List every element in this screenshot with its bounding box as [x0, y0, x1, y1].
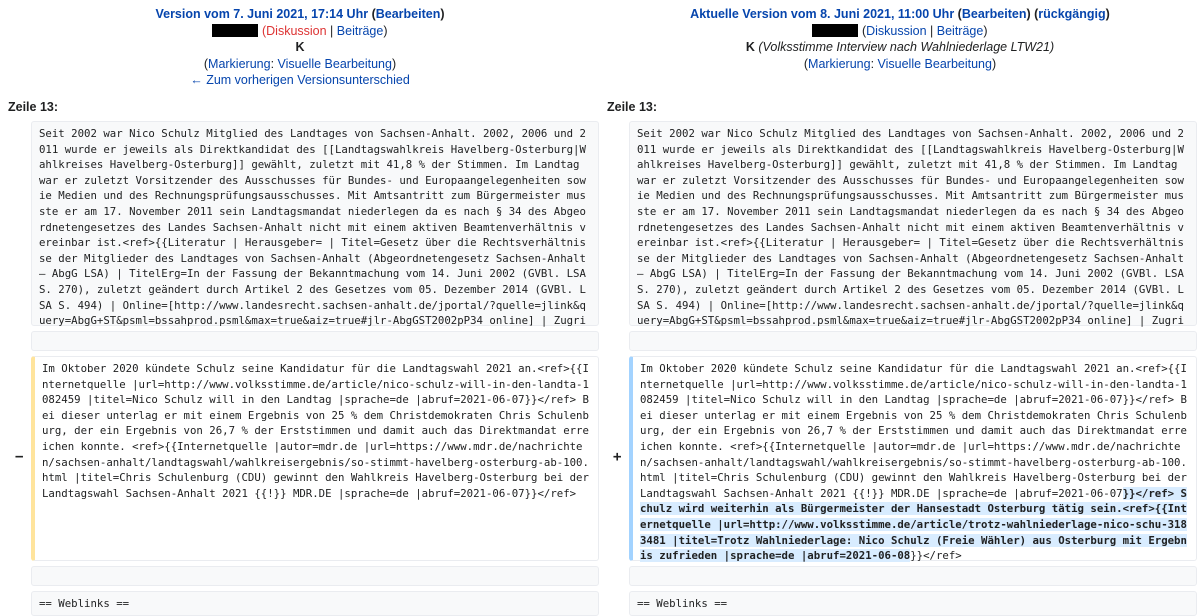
deleted-paragraph	[31, 356, 599, 561]
old-edit-link[interactable]: Bearbeiten	[375, 7, 441, 21]
previous-diff-link[interactable]: ← Zum vorherigen Versionsunterschied	[190, 73, 410, 88]
old-tag-markierung-link[interactable]: Markierung	[208, 56, 271, 71]
old-revision-title-link[interactable]: Version vom 7. Juni 2021, 17:14 Uhr	[155, 7, 369, 21]
old-tag-visual-edit-link[interactable]: Visuelle Bearbeitung	[277, 56, 392, 71]
old-user-talk-link[interactable]: Diskussion	[266, 23, 327, 38]
added-paragraph-base-text: Im Oktober 2020 kündete Schulz seine Kandidatur für die Landtagswahl 2021 an.<ref>{{Internetquelle |url=http://www.volksstimme.de/article/nico-schulz-will-in-den-landta-1082459 |titel=Nico Schulz will in den Landtag |sprache=de |abruf=2021-06-07}}</ref> Bei dieser unterlag er mit einem Ergebnis von 25 % dem Christdemokraten Chris Schulenburg, der ein Ergebnis von 26,7 % der Erststimmen und damit auch das Direktmandat erreichen konnte. <ref>{{Internetquelle |autor=mdr.de |url=https://www.mdr.de/nachrichten/sachsen-anhalt/landtagswahl/wahlkreisergebnis/so-stimmt-havelberg-osterburg-ab-100.html |titel=Chris Schulenburg (CDU) gewinnt den Wahlkreis Havelberg-Osterburg bei der Landtagswahl Sachsen-Anhalt 2021 {{!}} MDR.DE |sprache=de |abruf=2021-06-07	[640, 362, 1194, 500]
added-paragraph-end-text: }}</ref>	[910, 549, 962, 563]
left-weblinks-heading: == Weblinks ==	[31, 591, 599, 616]
added-line-marker: +	[613, 449, 622, 465]
old-user-contribs-link[interactable]: Beiträge	[336, 23, 384, 38]
left-context-paragraph: Seit 2002 war Nico Schulz Mitglied des Landtages von Sachsen-Anhalt. 2002, 2006 und 2011 wurde er jeweils als Direktkandidat des [[Landtagswahlkreis Havelberg-Osterburg|Wahlkreises Havelberg-Osterburg]] gewählt, zuletzt mit 41,8 % der Stimmen. Im Landtag war er zuletzt Vorsitzender des Ausschusses für Bundes- und Europaangelegenheiten sowie Medien und des Rechnungsprüfungsausschusses. Mit Amtsantritt zum Bürgermeister musste er am 17. November 2011 sein Landtagsmandat niederlegen da es nach § 34 des Abgeordnetengesetzes des Landes Sachsen-Anhalt nicht mit einem aktiven Beamtenverhältnis vereinbar ist.<ref>{{Literatur | Herausgeber= | Titel=Gesetz über die Rechtsverhältnisse der Mitglieder des Landtages von Sachsen-Anhalt (Abgeordnetengesetz Sachsen-Anhalt – AbgG LSA) | TitelErg=In der Fassung der Bekanntmachung vom 14. Juni 2002 (GVBl. LSA S. 270), zuletzt geändert durch Artikel 2 des Gesetzes vom 05. Dezember 2014 (GVBl. LSA S. 494) | Online=[http://www.landesrecht.sachsen-anhalt.de/jportal/?quelle=jlink&query=AbgG+ST&psml=bssahprod.psml&max=true&aiz=true#jlr-AbgGST2002pP34 online] | Zugri	[31, 121, 599, 326]
new-tag-markierung-link[interactable]: Markierung	[808, 56, 871, 71]
redacted-username	[212, 24, 258, 37]
deleted-line-marker: −	[15, 449, 24, 465]
inserted-text-highlight: }}</ref> Schulz wird weiterhin als Bürgermeister der Hansestadt Osterburg tätig sein.<ref>{{Internetquelle |url=http://www.volksstimme.de/article/trotz-wahlniederlage-nico-schu-3183481 |titel=Trotz Wahlniederlage: Nico Schulz (Freie Wähler) aus Osterburg mit Ergebnis zufrieden |sprache=de |abruf=2021-06-08	[640, 486, 1187, 563]
new-revision-title-link[interactable]: Aktuelle Version vom 8. Juni 2021, 11:00 Uhr	[690, 7, 955, 21]
right-context-paragraph: Seit 2002 war Nico Schulz Mitglied des Landtages von Sachsen-Anhalt. 2002, 2006 und 2011 wurde er jeweils als Direktkandidat des [[Landtagswahlkreis Havelberg-Osterburg|Wahlkreises Havelberg-Osterburg]] gewählt, zuletzt mit 41,8 % der Stimmen. Im Landtag war er zuletzt Vorsitzender des Ausschusses für Bundes- und Europaangelegenheiten sowie Medien und des Rechnungsprüfungsausschusses. Mit Amtsantritt zum Bürgermeister musste er am 17. November 2011 sein Landtagsmandat niederlegen da es nach § 34 des Abgeordnetengesetzes des Landes Sachsen-Anhalt nicht mit einem aktiven Beamtenverhältnis vereinbar ist.<ref>{{Literatur | Herausgeber= | Titel=Gesetz über die Rechtsverhältnisse der Mitglieder des Landtages von Sachsen-Anhalt (Abgeordnetengesetz Sachsen-Anhalt – AbgG LSA) | TitelErg=In der Fassung der Bekanntmachung vom 14. Juni 2002 (GVBl. LSA S. 270), zuletzt geändert durch Artikel 2 des Gesetzes vom 05. Dezember 2014 (GVBl. LSA S. 494) | Online=[http://www.landesrecht.sachsen-anhalt.de/jportal/?quelle=jlink&query=AbgG+ST&psml=bssahprod.psml&max=true&aiz=true#jlr-AbgGST2002pP34 online] | Zugri	[629, 121, 1197, 326]
new-tag-visual-edit-link[interactable]: Visuelle Bearbeitung	[877, 56, 992, 71]
new-edit-summary-comment: (Volksstimme Interview nach Wahlniederlage LTW21)	[758, 40, 1055, 55]
right-empty-context-line	[629, 331, 1197, 351]
new-user-talk-link[interactable]: Diskussion	[866, 23, 927, 38]
redacted-username	[812, 24, 858, 37]
new-user-contribs-link[interactable]: Beiträge	[936, 23, 984, 38]
right-weblinks-heading: == Weblinks ==	[629, 591, 1197, 616]
old-revision-header: Version vom 7. Juni 2021, 17:14 Uhr (Bearbeiten) (Diskussion | Beiträge) K (Markierung: Visuelle Bearbeitung) ← Zum vorherigen Versionsunterschied	[5, 6, 595, 89]
deleted-paragraph-end-text: }}</ref>	[524, 486, 577, 500]
left-empty-context-line	[31, 331, 599, 351]
left-empty-context-line-2	[31, 566, 599, 586]
left-line-number: Zeile 13:	[8, 100, 59, 114]
old-edit-summary: K	[295, 40, 305, 55]
right-line-number: Zeile 13:	[607, 100, 658, 114]
new-edit-summary-minor: K	[745, 40, 755, 55]
undo-link[interactable]: rückgängig	[1038, 7, 1106, 21]
right-empty-context-line-2	[629, 566, 1197, 586]
deleted-paragraph-base-text: Im Oktober 2020 kündete Schulz seine Kandidatur für die Landtagswahl 2021 an.<ref>{{Internetquelle |url=http://www.volksstimme.de/article/nico-schulz-will-in-den-landta-1082459 |titel=Nico Schulz will in den Landtag |sprache=de |abruf=2021-06-07}}</ref> Bei dieser unterlag er mit einem Ergebnis von 25 % dem Christdemokraten Chris Schulenburg, der ein Ergebnis von 26,7 % der Erststimmen und damit auch das Direktmandat erreichen konnte. <ref>{{Internetquelle |autor=mdr.de |url=https://www.mdr.de/nachrichten/sachsen-anhalt/landtagswahl/wahlkreisergebnis/so-stimmt-havelberg-osterburg-ab-100.html |titel=Chris Schulenburg (CDU) gewinnt den Wahlkreis Havelberg-Osterburg bei der Landtagswahl Sachsen-Anhalt 2021 {{!}} MDR.DE |sprache=de |abruf=2021-06-07	[42, 362, 596, 500]
added-paragraph	[629, 356, 1197, 561]
new-edit-link[interactable]: Bearbeiten	[961, 7, 1027, 21]
new-revision-header: Aktuelle Version vom 8. Juni 2021, 11:00 Uhr (Bearbeiten) (rückgängig) (Diskussion | Beiträge) K (Volksstimme Interview nach Wahlniederlage LTW21) (Markierung: Visuelle Bearbeitung)	[690, 7, 1110, 71]
